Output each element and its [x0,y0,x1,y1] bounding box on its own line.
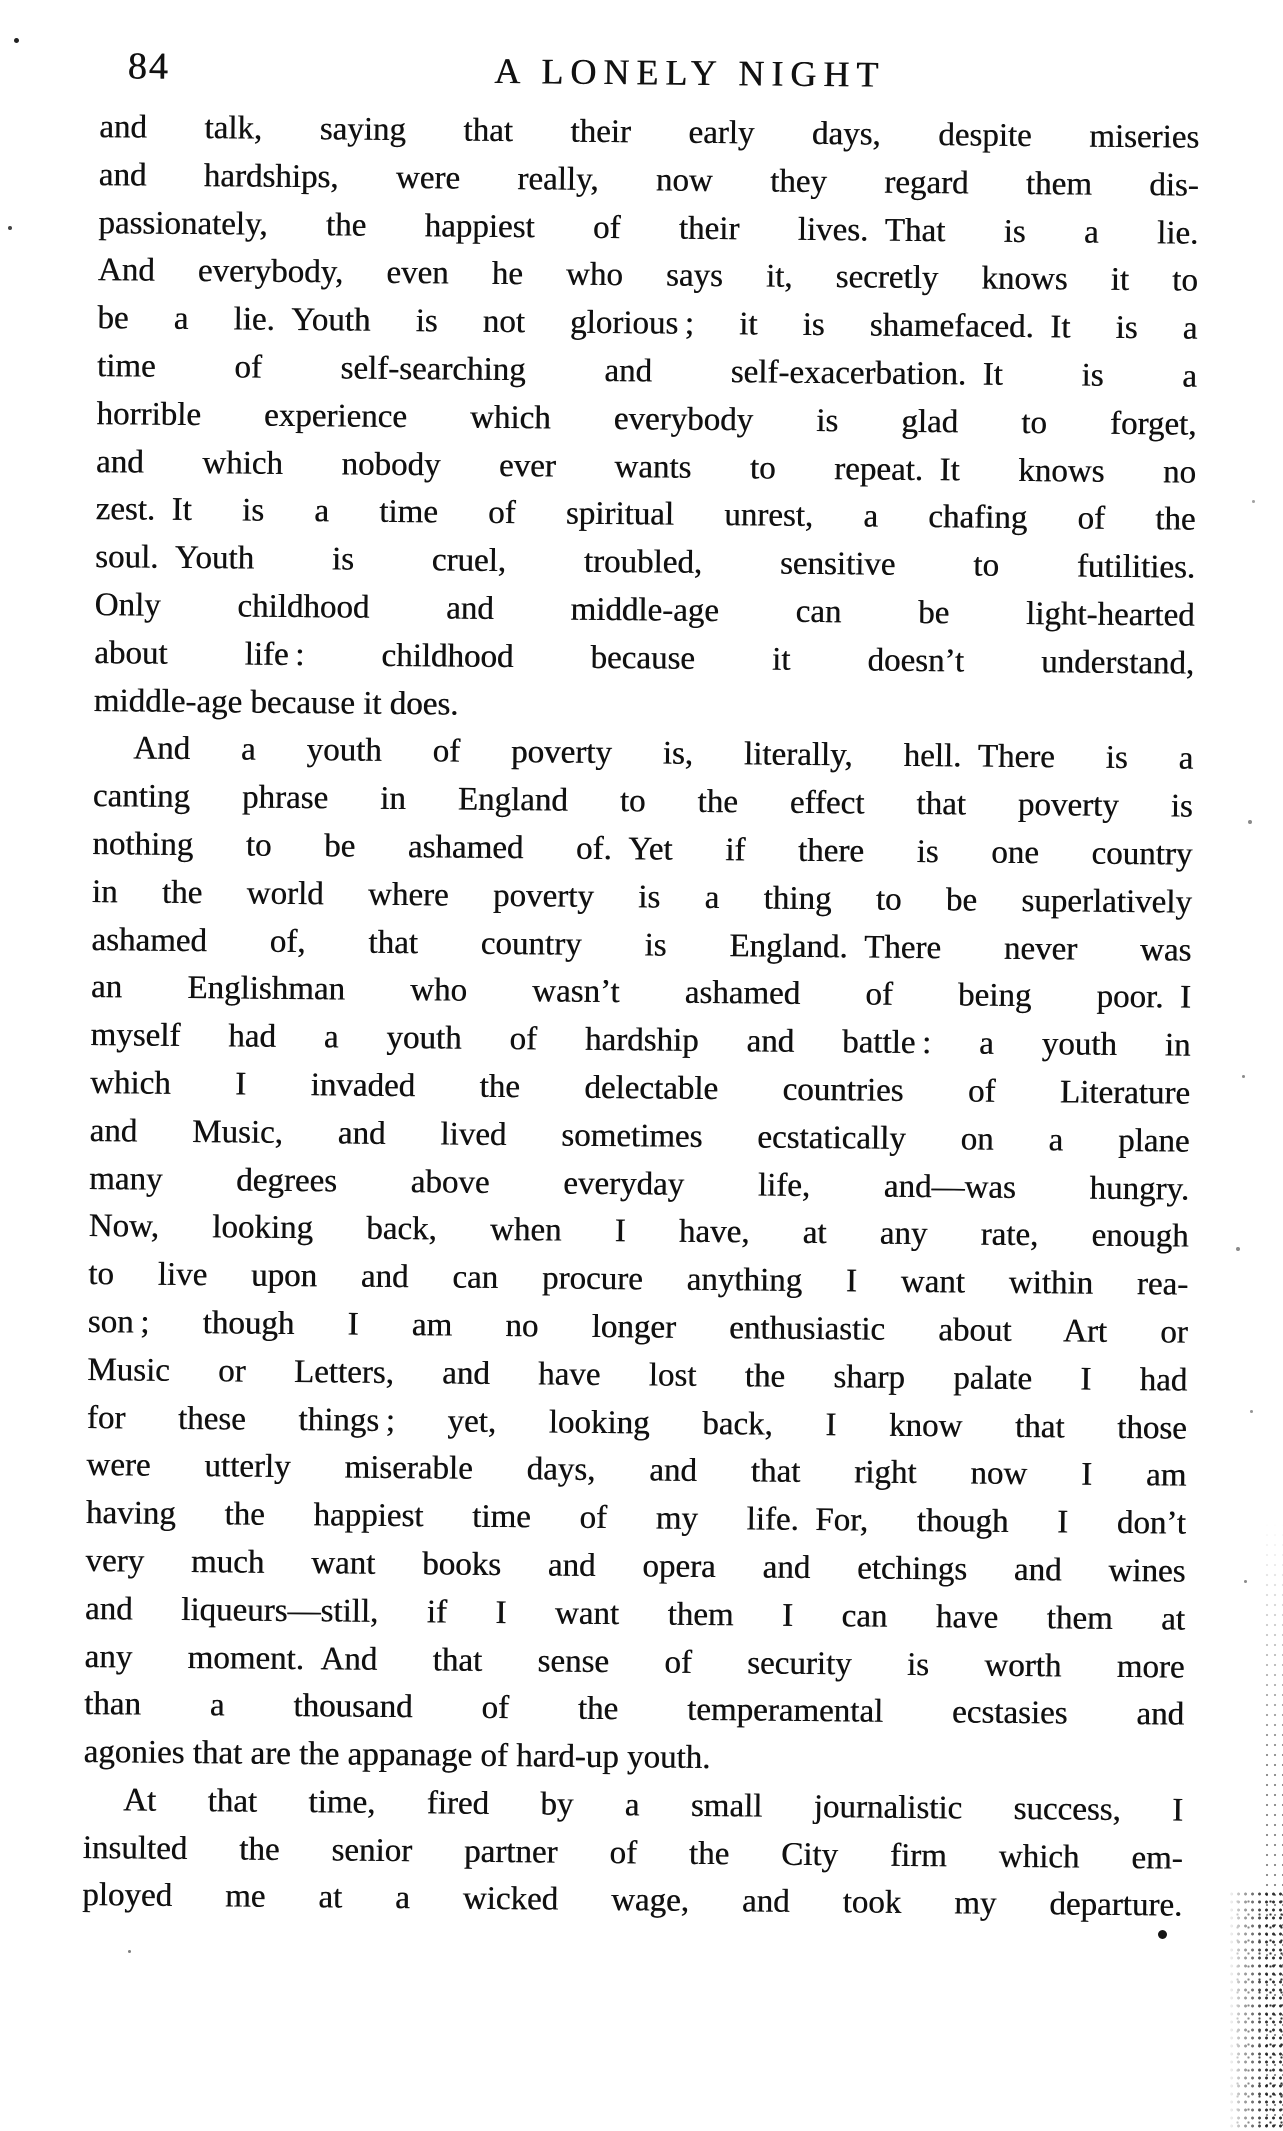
text-line: And everybody, even he who says it, secretly knows it to [97,252,1198,300]
text-line: and liqueurs—still, if I want them I can have them at [84,1590,1186,1638]
text-line: zest. It is a time of spiritual unrest, a chafing of the [95,491,1196,538]
scan-speck [1158,1930,1167,1939]
text-line: passionately, the happiest of their lives. That is a lie. [98,204,1199,252]
text-line: Only childhood and middle-age can be light-hearted [94,587,1195,634]
text-line: an Englishman who wasn’t ashamed of being poor. I [90,969,1192,1016]
text-line: having the happiest time of my life. For, though I don’t [85,1495,1187,1542]
scan-speck [1250,1410,1253,1413]
scan-speck [14,38,19,43]
scan-noise-bottom-right-corner [1228,1890,1283,2131]
text-line: son ; though I am no longer enthusiastic about Art or [87,1303,1188,1351]
scan-speck [1236,1247,1240,1251]
text-line: than a thousand of the temperamental ecstasies and [83,1686,1185,1733]
text-line: nothing to be ashamed of. Yet if there is one country [92,826,1193,873]
text-line: Now, looking back, when I have, at any rate, enough [88,1208,1189,1255]
running-header-title: A LONELY NIGHT [494,50,886,95]
text-line: At that time, fired by a small journalistic success, I [122,1782,1184,1829]
text-line: horrible experience which everybody is glad to forget, [96,395,1197,443]
text-line: ployed me at a wicked wage, and took my departure. [82,1877,1183,1925]
text-line: and talk, saying that their early days, despite miseries [99,109,1200,156]
text-line: many degrees above everyday life, and—was hungry. [88,1160,1190,1208]
text-line: canting phrase in England to the effect that poverty is [92,778,1193,825]
scanned-text-block [82,40,1200,1931]
text-line: myself had a youth of hardship and battle : a youth in [90,1017,1191,1064]
text-line: And a youth of poverty is, literally, hell. There is a [133,730,1194,777]
text-line: and hardships, were really, now they regard them dis- [98,156,1199,204]
text-line: to live upon and can procure anything I want within rea- [88,1256,1189,1303]
scan-speck [128,1950,131,1953]
text-line: time of self-searching and self-exacerbation. It is a [96,348,1198,395]
text-line: ashamed of, that country is England. There never was [91,921,1192,969]
text-line: insulted the senior partner of the City firm which em- [82,1829,1183,1877]
page-number: 84 [127,45,170,88]
text-line: for these things ; yet, looking back, I know that those [86,1399,1187,1447]
text-line: and which nobody ever wants to repeat. It knows no [95,443,1197,491]
scan-speck [1252,500,1255,503]
text-line: were utterly miserable days, and that right now I am [86,1447,1187,1494]
text-line: Music or Letters, and have lost the sharp palate I had [87,1351,1188,1399]
scan-speck [1244,1580,1247,1583]
text-line: which I invaded the delectable countries of Literature [89,1064,1191,1112]
page-header [99,40,1200,115]
text-line: and Music, and lived sometimes ecstatically on a plane [89,1112,1190,1160]
text-line: agonies that are the appanage of hard-up youth. [83,1734,711,1777]
text-line: soul. Youth is cruel, troubled, sensitive to futilities. [94,539,1196,586]
text-line: about life : childhood because it doesn’t understand, [93,634,1195,682]
scan-speck [1248,820,1252,824]
page-body [82,104,1199,1931]
text-line: be a lie. Youth is not glorious ; it is shamefaced. It is a [97,300,1198,347]
text-line: middle-age because it does. [93,682,459,723]
scan-speck [8,226,12,230]
text-line: in the world where poverty is a thing to be superlatively [91,873,1192,921]
text-line: very much want books and opera and etchings and wines [85,1542,1186,1590]
scan-speck [1242,1075,1245,1078]
text-line: any moment. And that sense of security is worth more [84,1638,1185,1686]
